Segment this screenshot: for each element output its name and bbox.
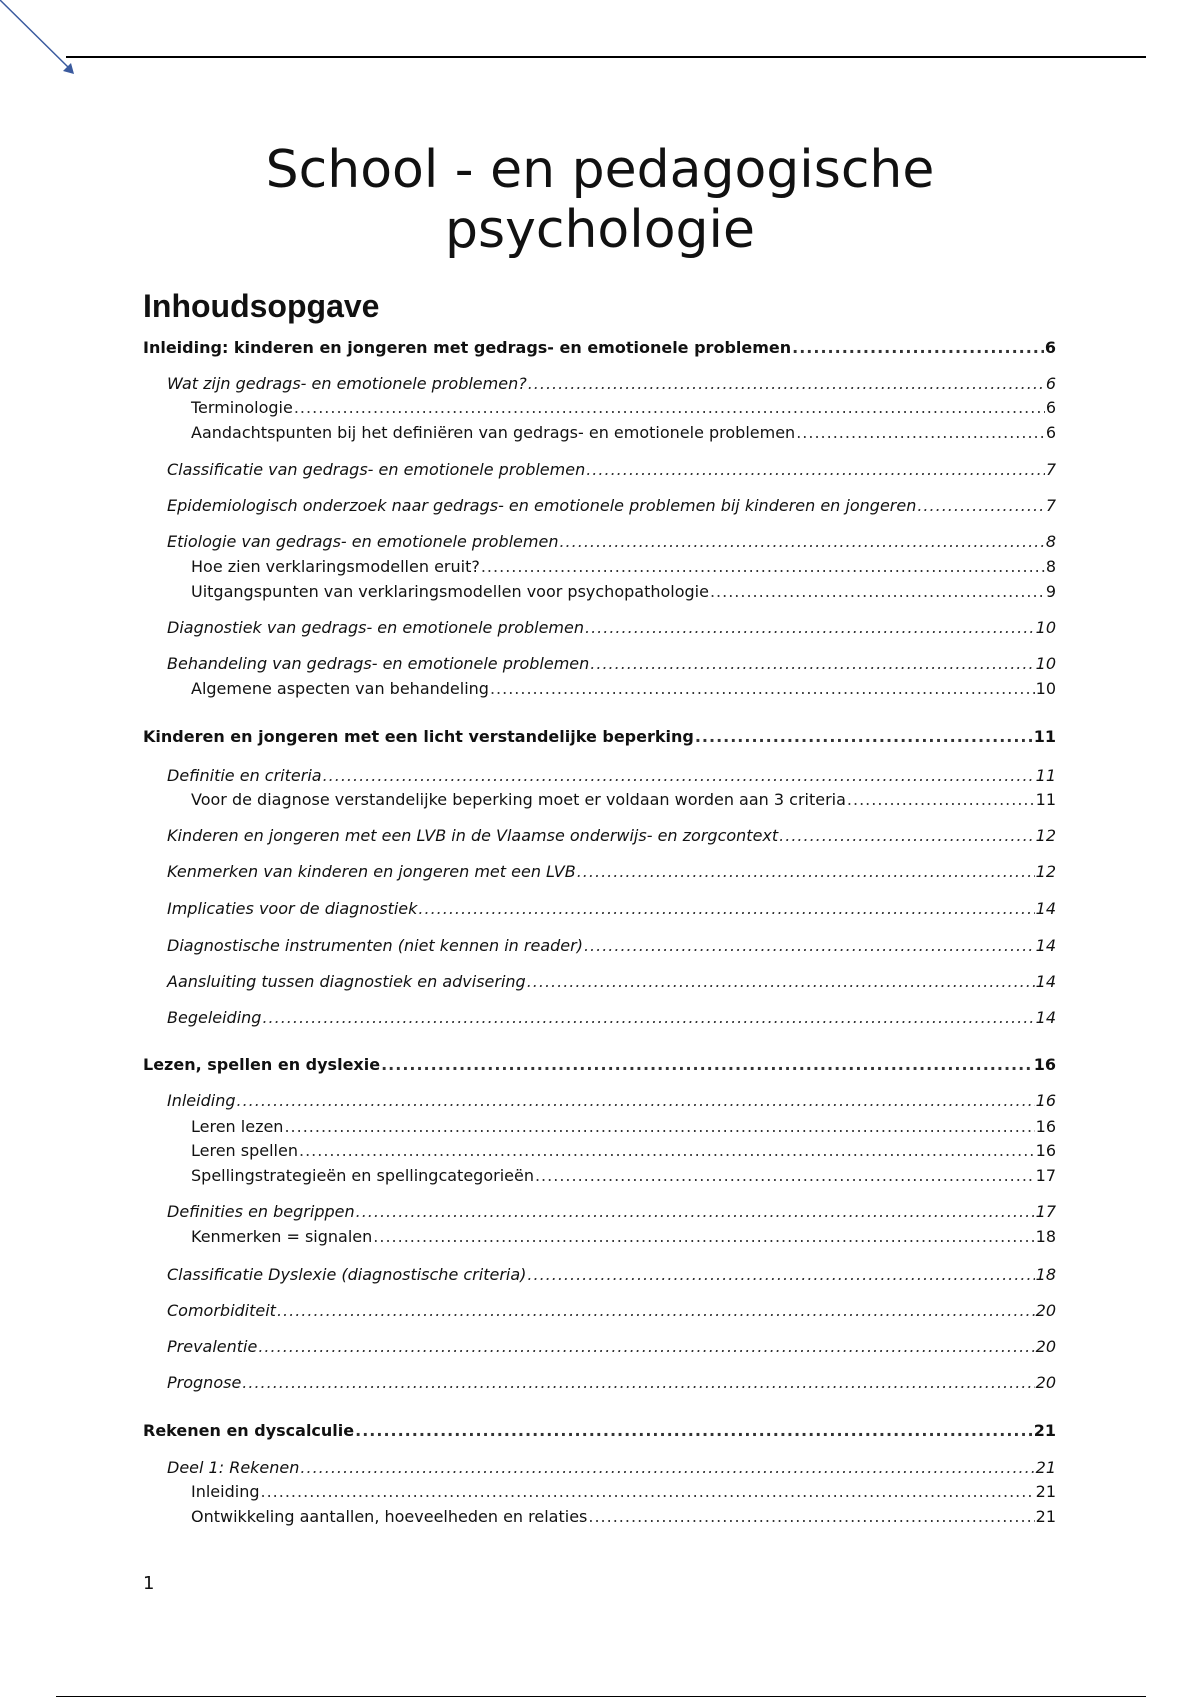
toc-leader-dots <box>418 899 1034 919</box>
toc-entry[interactable] <box>167 766 1056 788</box>
toc-entry-page: 10 <box>1035 654 1056 673</box>
toc-leader-dots <box>381 1055 1033 1075</box>
toc-entry[interactable] <box>167 936 1056 958</box>
toc-entry[interactable] <box>167 1008 1056 1030</box>
toc-entry-page: 17 <box>1035 1202 1056 1221</box>
toc-leader-dots <box>356 1202 1035 1222</box>
toc-leader-dots <box>710 582 1045 602</box>
toc-entry[interactable] <box>167 460 1056 482</box>
toc-entry[interactable] <box>167 1458 1056 1480</box>
toc-entry[interactable] <box>191 1141 1056 1163</box>
toc-entry[interactable] <box>191 398 1056 420</box>
toc-entry-page: 20 <box>1035 1337 1056 1356</box>
toc-entry-page: 6 <box>1045 398 1056 417</box>
toc-entry-label: Definities en begrippen <box>167 1202 355 1221</box>
toc-entry-label: Uitgangspunten van verklaringsmodellen voor psychopathologie <box>191 582 709 601</box>
toc-entry[interactable] <box>167 1301 1056 1323</box>
toc-entry-label: Comorbiditeit <box>167 1301 276 1320</box>
toc-leader-dots <box>695 727 1033 747</box>
toc-entry-label: Diagnostische instrumenten (niet kennen in reader) <box>167 936 583 955</box>
toc-entry-label: Lezen, spellen en dyslexie <box>143 1055 381 1074</box>
toc-entry[interactable] <box>167 618 1056 640</box>
toc-entry-page: 18 <box>1035 1265 1056 1284</box>
toc-leader-dots <box>584 936 1035 956</box>
document-title <box>0 140 1200 260</box>
toc-entry-page: 21 <box>1035 1507 1056 1526</box>
toc-entry-label: Definitie en criteria <box>167 766 322 785</box>
toc-leader-dots <box>847 790 1035 810</box>
toc-entry[interactable] <box>191 1227 1056 1249</box>
toc-entry-page: 11 <box>1033 727 1056 746</box>
toc-entry-page: 16 <box>1035 1141 1056 1160</box>
toc-leader-dots <box>585 618 1035 638</box>
toc-leader-dots <box>779 826 1034 846</box>
toc-entry[interactable] <box>191 557 1056 579</box>
toc-leader-dots <box>917 496 1044 516</box>
toc-leader-dots <box>284 1117 1034 1137</box>
toc-entry-label: Algemene aspecten van behandeling <box>191 679 489 698</box>
toc-entry[interactable] <box>167 1202 1056 1224</box>
toc-entry[interactable] <box>191 1166 1056 1188</box>
title-line-1: School - en pedagogische <box>265 140 935 200</box>
toc-leader-dots <box>490 679 1035 699</box>
toc-entry-label: Wat zijn gedrags- en emotionele problemen? <box>167 374 527 393</box>
toc-entry[interactable] <box>167 899 1056 921</box>
toc-entry[interactable] <box>143 1421 1056 1443</box>
toc-entry[interactable] <box>167 862 1056 884</box>
toc-leader-dots <box>242 1373 1034 1393</box>
toc-entry-page: 6 <box>1044 338 1056 357</box>
toc-entry[interactable] <box>143 727 1056 749</box>
toc-entry-label: Kinderen en jongeren met een licht verstandelijke beperking <box>143 727 694 746</box>
toc-entry-page: 16 <box>1035 1091 1056 1110</box>
toc-entry-page: 6 <box>1045 374 1056 393</box>
toc-entry-label: Implicaties voor de diagnostiek <box>167 899 418 918</box>
corner-arrow-icon <box>0 0 80 80</box>
toc-entry-label: Aandachtspunten bij het definiëren van gedrags- en emotionele problemen <box>191 423 796 442</box>
toc-entry-page: 11 <box>1035 790 1056 809</box>
toc-entry[interactable] <box>167 496 1056 518</box>
toc-entry-label: Inleiding: kinderen en jongeren met gedrags- en emotionele problemen <box>143 338 792 357</box>
toc-entry[interactable] <box>167 1337 1056 1359</box>
toc-entry[interactable] <box>191 790 1056 812</box>
toc-leader-dots <box>527 972 1035 992</box>
toc-leader-dots <box>481 557 1045 577</box>
toc-entry-label: Classificatie Dyslexie (diagnostische criteria) <box>167 1265 527 1284</box>
toc-entry[interactable] <box>167 1091 1056 1113</box>
toc-entry-label: Voor de diagnose verstandelijke beperking moet er voldaan worden aan 3 criteria <box>191 790 846 809</box>
toc-entry-page: 8 <box>1045 532 1056 551</box>
toc-entry-label: Leren spellen <box>191 1141 298 1160</box>
toc-leader-dots <box>796 423 1045 443</box>
toc-leader-dots <box>323 766 1035 786</box>
toc-entry[interactable] <box>191 1482 1056 1504</box>
toc-entry-label: Aansluiting tussen diagnostiek en advisering <box>167 972 526 991</box>
toc-entry-page: 7 <box>1045 460 1056 479</box>
toc-leader-dots <box>355 1421 1033 1441</box>
toc-entry[interactable] <box>191 423 1056 445</box>
toc-entry-label: Epidemiologisch onderzoek naar gedrags- en emotionele problemen bij kinderen en jongeren <box>167 496 917 515</box>
toc-entry-label: Diagnostiek van gedrags- en emotionele problemen <box>167 618 584 637</box>
toc-leader-dots <box>577 862 1035 882</box>
toc-entry-page: 20 <box>1035 1373 1056 1392</box>
toc-entry[interactable] <box>191 1117 1056 1139</box>
toc-entry[interactable] <box>191 1507 1056 1529</box>
toc-leader-dots <box>590 654 1034 674</box>
toc-entry-label: Rekenen en dyscalculie <box>143 1421 355 1440</box>
toc-entry-label: Inleiding <box>167 1091 236 1110</box>
toc-entry-label: Terminologie <box>191 398 293 417</box>
toc-entry-page: 8 <box>1045 557 1056 576</box>
toc-entry-label: Behandeling van gedrags- en emotionele problemen <box>167 654 590 673</box>
toc-leader-dots <box>237 1091 1035 1111</box>
toc-entry-label: Kenmerken = signalen <box>191 1227 373 1246</box>
toc-entry-page: 21 <box>1035 1482 1056 1501</box>
toc-leader-dots <box>300 1458 1034 1478</box>
toc-entry-label: Prevalentie <box>167 1337 258 1356</box>
toc-entry[interactable] <box>167 1265 1056 1287</box>
toc-entry[interactable] <box>167 826 1056 848</box>
toc-leader-dots <box>535 1166 1035 1186</box>
toc-entry[interactable] <box>191 582 1056 604</box>
toc-entry-page: 12 <box>1035 862 1056 881</box>
toc-entry-page: 14 <box>1035 936 1056 955</box>
toc-entry-page: 14 <box>1035 1008 1056 1027</box>
toc-entry-page: 21 <box>1033 1421 1056 1440</box>
toc-leader-dots <box>588 1507 1034 1527</box>
toc-entry-page: 21 <box>1035 1458 1056 1477</box>
toc-heading: Inhoudsopgave <box>143 288 380 324</box>
toc-entry-label: Kenmerken van kinderen en jongeren met een LVB <box>167 862 576 881</box>
toc-entry-label: Begeleiding <box>167 1008 262 1027</box>
toc-entry-label: Spellingstrategieën en spellingcategorieën <box>191 1166 534 1185</box>
toc-entry-label: Prognose <box>167 1373 242 1392</box>
toc-leader-dots <box>277 1301 1035 1321</box>
toc-entry[interactable] <box>167 1373 1056 1395</box>
toc-entry[interactable] <box>191 679 1056 701</box>
toc-entry[interactable] <box>167 972 1056 994</box>
toc-entry-label: Etiologie van gedrags- en emotionele problemen <box>167 532 559 551</box>
toc-entry-page: 18 <box>1035 1227 1056 1246</box>
toc-entry-label: Classificatie van gedrags- en emotionele problemen <box>167 460 586 479</box>
toc-entry-page: 11 <box>1035 766 1056 785</box>
page-number: 1 <box>143 1573 155 1594</box>
toc-leader-dots <box>528 374 1045 394</box>
toc-leader-dots <box>262 1008 1034 1028</box>
toc-leader-dots <box>261 1482 1035 1502</box>
top-rule <box>66 56 1146 58</box>
toc-entry-page: 16 <box>1033 1055 1056 1074</box>
toc-entry-page: 6 <box>1045 423 1056 442</box>
toc-entry-label: Ontwikkeling aantallen, hoeveelheden en relaties <box>191 1507 588 1526</box>
toc-entry-page: 7 <box>1045 496 1056 515</box>
toc-entry[interactable] <box>167 532 1056 554</box>
toc-entry-label: Deel 1: Rekenen <box>167 1458 300 1477</box>
toc-entry-page: 10 <box>1035 679 1056 698</box>
toc-leader-dots <box>527 1265 1034 1285</box>
toc-entry-label: Inleiding <box>191 1482 260 1501</box>
toc-entry[interactable] <box>143 338 1056 360</box>
toc-entry-page: 20 <box>1035 1301 1056 1320</box>
toc-leader-dots <box>294 398 1045 418</box>
toc-entry-label: Kinderen en jongeren met een LVB in de Vlaamse onderwijs- en zorgcontext <box>167 826 779 845</box>
toc-entry[interactable] <box>167 654 1056 676</box>
toc-entry-page: 14 <box>1035 972 1056 991</box>
toc-leader-dots <box>559 532 1044 552</box>
toc-entry-page: 16 <box>1035 1117 1056 1136</box>
toc-leader-dots <box>373 1227 1034 1247</box>
toc-entry-page: 10 <box>1035 618 1056 637</box>
toc-entry-page: 12 <box>1035 826 1056 845</box>
toc-entry-label: Leren lezen <box>191 1117 284 1136</box>
toc-entry-page: 14 <box>1035 899 1056 918</box>
toc-leader-dots <box>792 338 1044 358</box>
bottom-rule <box>56 1696 1146 1697</box>
toc-leader-dots <box>258 1337 1034 1357</box>
toc-entry-page: 9 <box>1045 582 1056 601</box>
toc-entry-page: 17 <box>1035 1166 1056 1185</box>
toc-leader-dots <box>586 460 1045 480</box>
title-line-2: psychologie <box>445 200 755 260</box>
toc-entry[interactable] <box>167 374 1056 396</box>
toc-entry-label: Hoe zien verklaringsmodellen eruit? <box>191 557 480 576</box>
toc-leader-dots <box>299 1141 1035 1161</box>
toc-entry[interactable] <box>143 1055 1056 1077</box>
